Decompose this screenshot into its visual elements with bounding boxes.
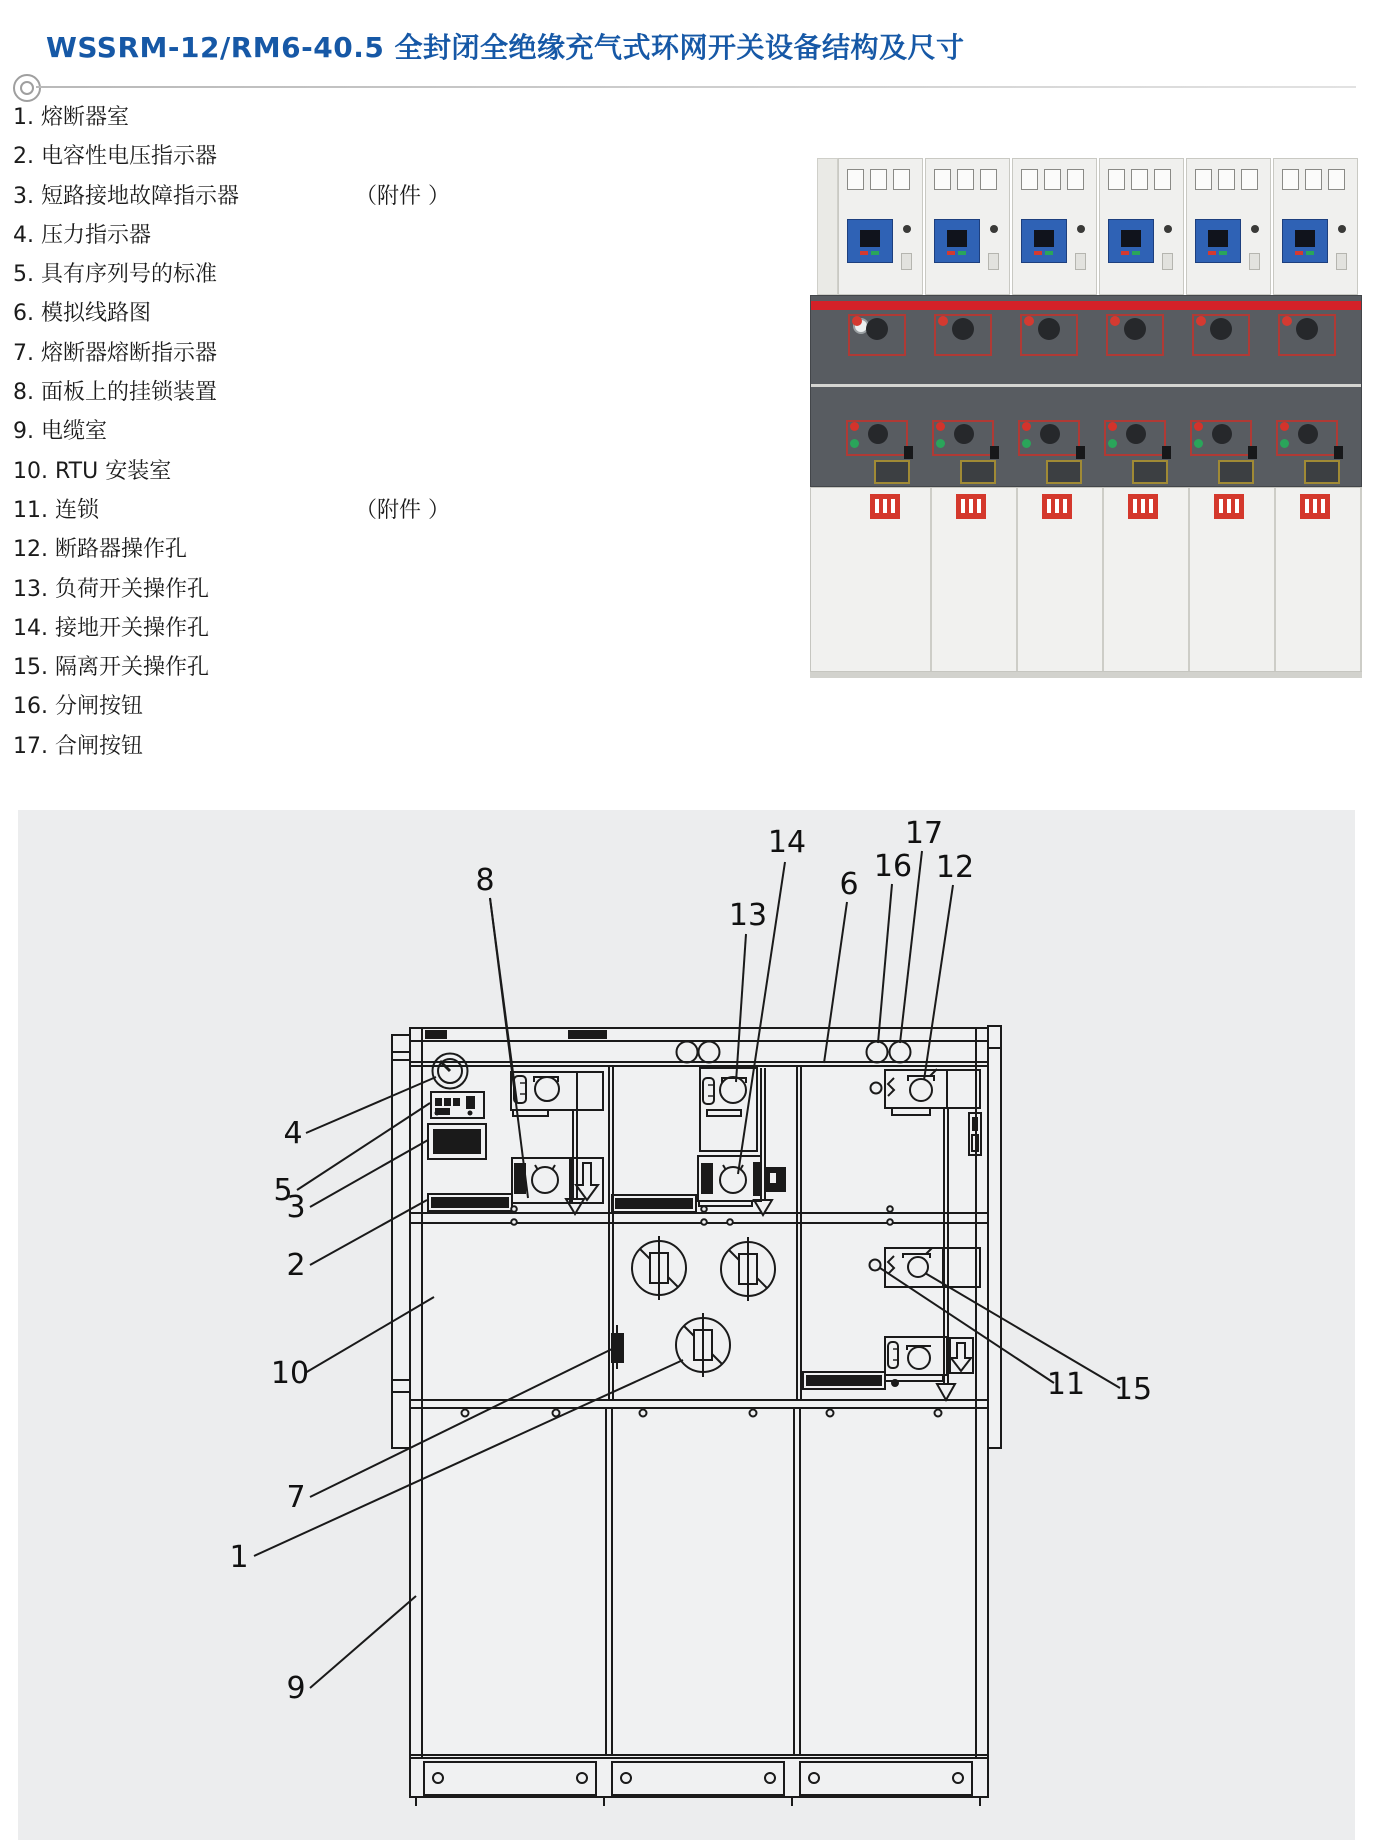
pressure-gauge: [433, 1054, 468, 1089]
legend-note: （附件 ）: [355, 497, 450, 523]
callout-number-2: 2: [286, 1248, 306, 1283]
legend-label: 14. 接地开关操作孔: [13, 615, 209, 641]
legend-label: 12. 断路器操作孔: [13, 537, 187, 563]
callout-number-16: 16: [873, 849, 913, 884]
legend-label: 8. 面板上的挂锁装置: [13, 380, 217, 406]
callout-number-12: 12: [935, 850, 975, 885]
callout-number-6: 6: [839, 867, 859, 902]
legend-note: （附件 ）: [355, 183, 450, 209]
fault-indicator: [428, 1124, 486, 1159]
callout-number-4: 4: [283, 1116, 303, 1151]
callout-number-3: 3: [286, 1190, 306, 1225]
legend-label: 13. 负荷开关操作孔: [13, 576, 209, 602]
legend-label: 3. 短路接地故障指示器: [13, 183, 239, 209]
callout-number-5: 5: [273, 1173, 293, 1208]
legend-label: 10. RTU 安装室: [13, 458, 172, 484]
legend-label: 17. 合闸按钮: [13, 733, 143, 759]
legend-label: 11. 连锁: [13, 497, 99, 523]
legend-label: 9. 电缆室: [13, 419, 107, 445]
callout-number-13: 13: [728, 898, 768, 933]
legend-label: 5. 具有序列号的标准: [13, 262, 217, 288]
callout-number-11: 11: [1046, 1367, 1086, 1402]
legend-label: 4. 压力指示器: [13, 222, 151, 248]
page-title: WSSRM-12/RM6-40.5 全封闭全绝缘充气式环网开关设备结构及尺寸: [46, 31, 965, 64]
legend-label: 1. 熔断器室: [13, 105, 129, 130]
callout-leader-16: [878, 884, 892, 1043]
callout-leader-9: [310, 1596, 416, 1688]
callout-number-7: 7: [286, 1480, 306, 1515]
legend-label: 2. 电容性电压指示器: [13, 144, 217, 170]
legend-label: 7. 熔断器熔断指示器: [13, 340, 217, 366]
callout-number-1: 1: [229, 1540, 249, 1575]
legend-label: 15. 隔离开关操作孔: [13, 655, 209, 681]
callout-number-8: 8: [475, 863, 495, 898]
callout-number-9: 9: [286, 1671, 306, 1706]
callout-number-10: 10: [270, 1356, 310, 1391]
callout-number-14: 14: [767, 825, 807, 860]
callout-number-15: 15: [1113, 1372, 1153, 1407]
legend-label: 6. 模拟线路图: [13, 301, 151, 327]
callout-number-17: 17: [904, 816, 944, 851]
cabinet-outline: [392, 1026, 1001, 1806]
legend-label: 16. 分闸按钮: [13, 694, 143, 720]
